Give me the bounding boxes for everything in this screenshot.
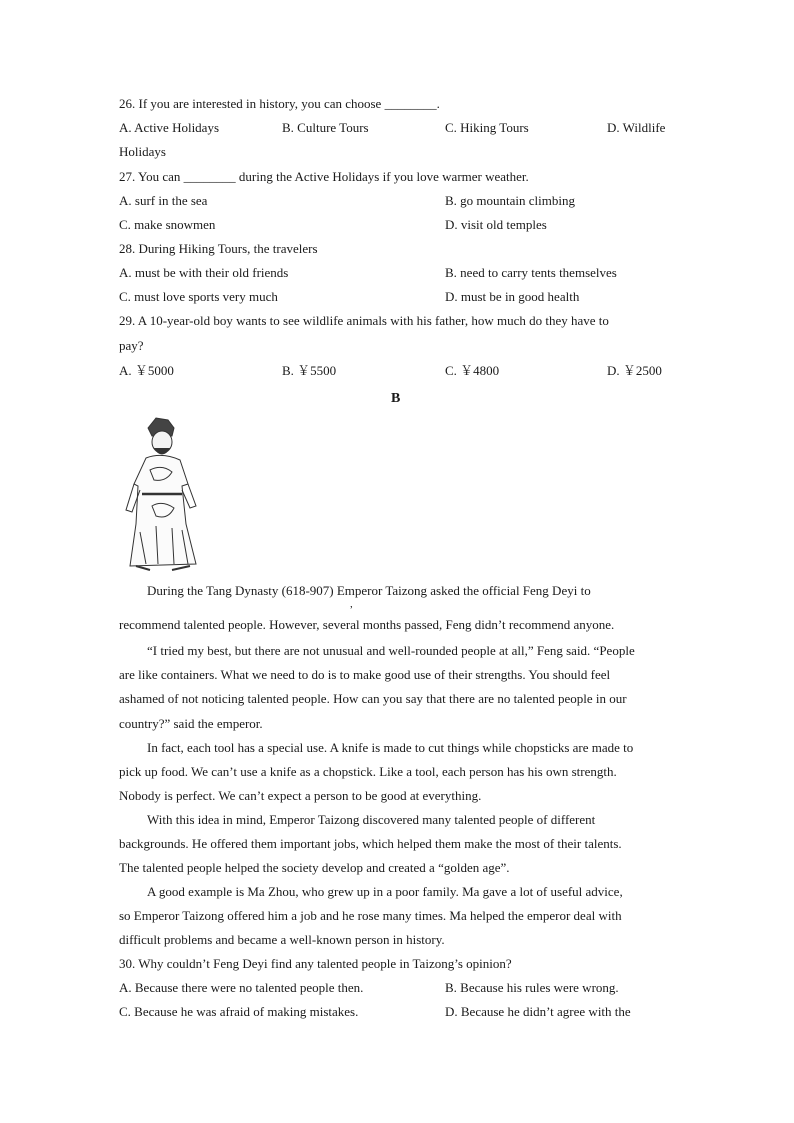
q28-option-d: D. must be in good health — [445, 289, 580, 304]
q28-option-b: B. need to carry tents themselves — [445, 265, 617, 280]
passage-p5-line2: so Emperor Taizong offered him a job and he rose many times. Ma helped the emperor deal with — [119, 908, 622, 924]
q30-stem: 30. Why couldn’t Feng Deyi find any talented people in Taizong’s opinion? — [119, 956, 512, 971]
passage-paragraph-4 — [119, 808, 675, 881]
q29-option-d: D. ￥2500 — [607, 363, 662, 378]
q28-stem: 28. During Hiking Tours, the travelers — [119, 241, 318, 256]
passage-p3-line3: Nobody is perfect. We can’t expect a person to be good at everything. — [119, 788, 482, 804]
q26-stem: 26. If you are interested in history, you can choose ________. — [119, 96, 440, 111]
q26-option-a: A. Active Holidays — [119, 120, 220, 135]
passage-paragraph-1 — [119, 579, 675, 637]
passage-p1-line1: During the Tang Dynasty (618-907) Emperor Taizong asked the official Feng Deyi to — [147, 583, 591, 598]
passage-p2-line2: are like containers. What we need to do is to make good use of their strengths. You should feel — [119, 667, 611, 683]
passage-p5-line3: difficult problems and became a well-known person in history. — [119, 932, 445, 948]
passage-p4-line3: The talented people helped the society develop and created a “golden age”. — [119, 860, 510, 876]
passage-p1-line2: recommend talented people. However, several months passed, Feng didn’t recommend anyone. — [119, 617, 615, 633]
passage-p2-line4: country?” said the emperor. — [119, 715, 263, 731]
q26-option-b: B. Culture Tours — [282, 120, 369, 135]
passage-p4-line1: With this idea in mind, Emperor Taizong discovered many talented people of different — [147, 812, 596, 827]
q29-stem-line1: 29. A 10-year-old boy wants to see wildlife animals with his father, how much do they have to — [119, 313, 609, 328]
passage-p2-line1: “I tried my best, but there are not unusual and well-rounded people at all,” Feng said. “People — [147, 643, 635, 658]
passage-p2-line3: ashamed of not noticing talented people. How can you say that there are no talented people in our — [119, 691, 627, 707]
q26-option-d-continued: Holidays — [119, 144, 166, 159]
q30-option-a: A. Because there were no talented people then. — [119, 980, 364, 995]
q30-option-c: C. Because he was afraid of making mistakes. — [119, 1004, 359, 1019]
q27-option-b: B. go mountain climbing — [445, 193, 575, 208]
q29-option-a: A. ￥5000 — [119, 363, 174, 378]
passage-paragraph-3 — [119, 736, 675, 809]
passage-paragraph-5 — [119, 880, 675, 953]
q30-option-d: D. Because he didn’t agree with the — [445, 1004, 631, 1019]
q26-option-c: C. Hiking Tours — [445, 120, 529, 135]
q29-option-b: B. ￥5500 — [282, 363, 337, 378]
q29-option-c: C. ￥4800 — [445, 363, 500, 378]
q29-stem-line2: pay? — [119, 338, 144, 353]
q28-option-c: C. must love sports very much — [119, 289, 278, 304]
passage-p4-line2: backgrounds. He offered them important jobs, which helped them make the most of their talents. — [119, 836, 622, 852]
q27-option-d: D. visit old temples — [445, 217, 547, 232]
q28-option-a: A. must be with their old friends — [119, 265, 289, 280]
q27-option-a: A. surf in the sea — [119, 193, 208, 208]
q30-option-b: B. Because his rules were wrong. — [445, 980, 619, 995]
section-b-heading: B — [391, 391, 401, 406]
q27-stem: 27. You can ________ during the Active Holidays if you love warmer weather. — [119, 169, 529, 184]
passage-p5-line1: A good example is Ma Zhou, who grew up in a poor family. Ma gave a lot of useful advice, — [147, 884, 623, 899]
passage-p3-line1: In fact, each tool has a special use. A knife is made to cut things while chopsticks are made to — [147, 740, 634, 755]
stray-comma: , — [350, 598, 353, 610]
passage-paragraph-2 — [119, 639, 675, 736]
q26-option-d: D. Wildlife — [607, 120, 666, 135]
passage-p3-line2: pick up food. We can’t use a knife as a chopstick. Like a tool, each person has his own strength. — [119, 764, 617, 780]
q27-option-c: C. make snowmen — [119, 217, 216, 232]
emperor-illustration — [116, 414, 206, 574]
